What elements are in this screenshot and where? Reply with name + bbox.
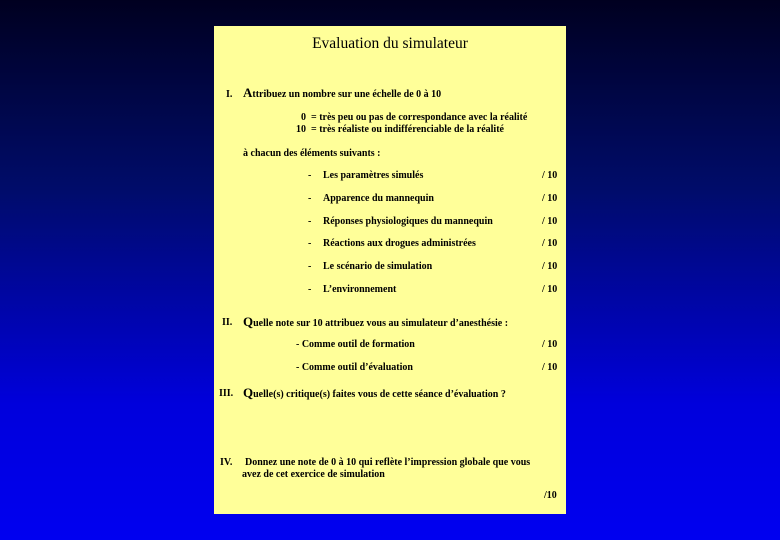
criterion-score-field[interactable]: / 10 xyxy=(542,238,558,249)
criterion-score-field[interactable]: / 10 xyxy=(542,284,558,295)
criterion-score-field[interactable]: / 10 xyxy=(542,261,558,272)
list-bullet: - xyxy=(308,284,312,295)
section-1-number: I. xyxy=(226,89,233,100)
section-4-line-1: Donnez une note de 0 à 10 qui reflète l’impression globale que vous xyxy=(245,457,531,468)
criterion-score-field[interactable]: / 10 xyxy=(542,216,558,227)
section-4-number: IV. xyxy=(220,457,233,468)
criterion-label: Réponses physiologiques du mannequin xyxy=(323,216,493,227)
section-3-heading xyxy=(243,385,506,401)
criterion-label: Apparence du mannequin xyxy=(323,193,434,204)
list-bullet: - xyxy=(308,216,312,227)
scale-max-value: 10 xyxy=(296,124,306,135)
tool-item-label: - Comme outil d’évaluation xyxy=(296,362,413,373)
section-2-initial: Q xyxy=(243,314,254,329)
list-bullet: - xyxy=(308,238,312,249)
tool-score-field[interactable]: / 10 xyxy=(542,362,558,373)
criterion-score-field[interactable]: / 10 xyxy=(542,193,558,204)
section-1-heading-text: ttribuez un nombre sur une échelle de 0 à 10 xyxy=(252,89,442,100)
list-bullet: - xyxy=(308,170,312,181)
section-4-line-2: avez de cet exercice de simulation xyxy=(242,469,385,480)
scale-max-text: = très réaliste ou indifférenciable de la réalité xyxy=(311,124,504,135)
section-2-heading xyxy=(243,314,508,330)
criterion-label: Le scénario de simulation xyxy=(323,261,433,272)
criterion-label: L’environnement xyxy=(323,284,397,295)
section-3-heading-text: uelle(s) critique(s) faites vous de cette séance d’évaluation ? xyxy=(253,389,506,400)
criterion-score-field[interactable]: / 10 xyxy=(542,170,558,181)
list-bullet: - xyxy=(308,261,312,272)
section-1-subtitle: à chacun des éléments suivants : xyxy=(243,148,381,159)
criterion-label: Réactions aux drogues administrées xyxy=(323,238,476,249)
page-title: Evaluation du simulateur xyxy=(312,35,468,52)
section-2-heading-text: uelle note sur 10 attribuez vous au simulateur d’anesthésie : xyxy=(253,318,509,329)
scale-min-value: 0 xyxy=(301,112,306,123)
criterion-label: Les paramètres simulés xyxy=(323,170,424,181)
section-3-number: III. xyxy=(219,388,234,399)
overall-score-field[interactable]: /10 xyxy=(544,490,557,501)
evaluation-sheet xyxy=(214,26,566,514)
section-1-heading xyxy=(243,85,441,101)
section-3-initial: Q xyxy=(243,385,254,400)
scale-min-text: = très peu ou pas de correspondance avec la réalité xyxy=(311,112,528,123)
section-2-number: II. xyxy=(222,317,233,328)
list-bullet: - xyxy=(308,193,312,204)
tool-item-label: - Comme outil de formation xyxy=(296,339,415,350)
section-1-initial: A xyxy=(243,85,253,100)
tool-score-field[interactable]: / 10 xyxy=(542,339,558,350)
